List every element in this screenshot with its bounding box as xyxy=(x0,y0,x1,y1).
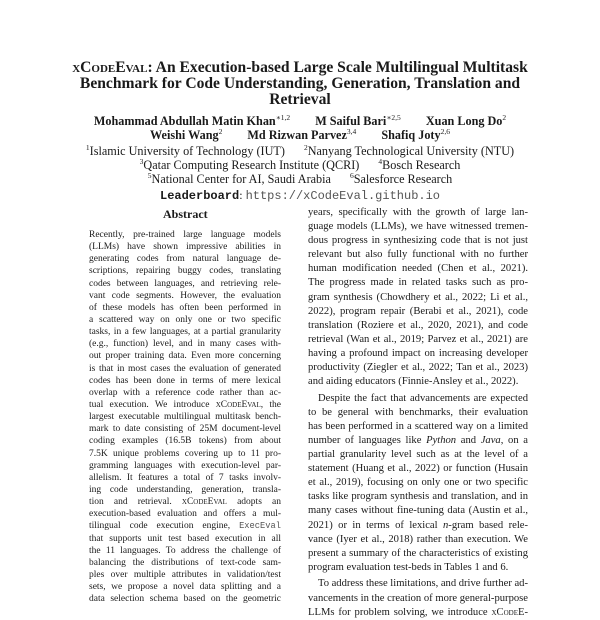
line-text: overlap with a reference code rather than ac- xyxy=(89,387,281,398)
line-text: sets, we propose a novel data splitting and a xyxy=(89,582,281,593)
benchmark-name: xCodeE- xyxy=(491,606,528,618)
affiliation: $^5$National Center for AI, Saudi Arabia xyxy=(147,171,331,186)
paragraph-line xyxy=(308,375,528,389)
paragraph-line xyxy=(308,206,528,220)
line-text: codes has been done in terms of mere lexical xyxy=(89,375,281,386)
line-text: vant code segments. However, the evaluation xyxy=(89,290,281,301)
line-text: dous progress in synthesizing code that is not just xyxy=(308,235,528,247)
line-text: balancing the distributions of text-code sam- xyxy=(89,557,281,568)
affiliation: $^6$Salesforce Research xyxy=(349,171,453,186)
abstract-line xyxy=(89,314,281,326)
author: Weishi Wang$^2$ xyxy=(150,127,223,142)
abstract-line xyxy=(89,338,281,350)
author-list xyxy=(0,114,600,142)
introduction-body xyxy=(308,206,528,620)
paragraph-line xyxy=(308,333,528,347)
paragraph-line xyxy=(308,347,528,361)
benchmark-name: xCodeEval xyxy=(215,399,261,410)
abstract-line xyxy=(89,484,281,496)
abstract-line xyxy=(89,508,281,520)
line-text: : An Execution-based Large Scale Multilingual Multitask xyxy=(147,59,528,76)
line-text: largest executable multilingual multitask bench- xyxy=(89,412,281,423)
abstract-line xyxy=(89,265,281,277)
line-text: partial granularity level such as at the level of a xyxy=(308,449,528,461)
line-text: To address these limitations, and drive further ad- xyxy=(318,578,528,590)
line-text: retrieval (Wan et al., 2019; Parvez et al., 2021) are xyxy=(308,333,528,345)
line-text: of these models has often been performed in xyxy=(89,302,281,313)
line-text: the 11 languages. To address the challenge of xyxy=(89,545,281,556)
title-line xyxy=(0,76,600,92)
line-text: mark to date consisting of 25M document-level xyxy=(89,424,281,435)
abstract-line xyxy=(89,387,281,399)
line-text: The progress made in related tasks such as pro- xyxy=(308,277,528,289)
abstract-line xyxy=(89,350,281,362)
paragraph-line xyxy=(308,533,528,547)
line-text: data selection schema based on the geometric xyxy=(89,594,281,605)
line-text: guage models (LLMs), we have witnessed tremen- xyxy=(308,221,528,233)
affiliation: $^2$Nanyang Technological University (NTU) xyxy=(303,143,515,158)
line-text: to be general with benchmarks, their evaluation xyxy=(308,406,528,418)
line-text: Benchmark for Code Understanding, Generation, Translation and xyxy=(79,75,521,92)
line-text: tion and retrieval. xyxy=(89,497,182,508)
line-text: relevant but also fully functional with no further xyxy=(308,249,528,261)
paragraph-line xyxy=(308,234,528,248)
line-text: Retrieval xyxy=(269,91,331,108)
abstract-line xyxy=(89,520,281,532)
abstract-line xyxy=(89,375,281,387)
abstract-line xyxy=(89,411,281,423)
line-text: codes between languages, and retrieving rele- xyxy=(89,278,281,289)
abstract-line xyxy=(89,399,281,411)
line-text: tasks, in a few languages, at a partial granularity xyxy=(89,327,281,338)
leaderboard-line: Leaderboard: https://xCodeEval.github.io xyxy=(160,188,440,203)
paragraph-line xyxy=(308,434,528,448)
abstract-line xyxy=(89,326,281,338)
benchmark-name: xCodeEval xyxy=(181,497,227,508)
paragraph-line xyxy=(308,462,528,476)
abstract-line xyxy=(89,545,281,557)
line-text: Despite the fact that advancements are expected xyxy=(318,392,528,404)
affiliation-list xyxy=(0,144,600,186)
author: Shafiq Joty$^{2,6}$ xyxy=(381,127,450,142)
abstract-line xyxy=(89,278,281,290)
paragraph-line xyxy=(308,420,528,434)
line-text: program evaluation test-beds in Tables 1 and 6. xyxy=(308,561,509,573)
line-text: is that in most cases the evaluation of generated xyxy=(89,363,281,374)
line-text: that supports unit test based execution in all xyxy=(89,533,281,544)
line-text: productivity (Ziegler et al., 2022; Tan et al., 2023) xyxy=(308,362,528,374)
paragraph-line xyxy=(308,248,528,262)
paragraph-line xyxy=(308,547,528,561)
line-text: many cases without fine-tuning data (Austin et al., xyxy=(308,505,528,517)
line-text: gram synthesis (Chowdhery et al., 2022; Li et al., xyxy=(308,291,528,303)
title-line xyxy=(0,92,600,108)
abstract-line xyxy=(89,241,281,253)
line-text: (LLMs) have shown impressive abilities in xyxy=(89,242,281,253)
paragraph-line xyxy=(308,406,528,420)
line-text: 7.5K unique problems covering up to 11 pro- xyxy=(89,448,281,459)
line-text: ing code understanding, generation, transla- xyxy=(89,484,281,495)
line-text: statement (Huang et al., 2022) or function (Husain xyxy=(308,463,528,475)
affiliation: $^4$Bosch Research xyxy=(378,157,461,172)
line-text: scriptions, repairing buggy codes, translating xyxy=(89,266,281,277)
line-text: and xyxy=(456,435,481,446)
line-text: has been performed in a scattered way on a limited xyxy=(308,420,528,432)
leaderboard-label: Leaderboard xyxy=(160,189,240,203)
abstract-line xyxy=(89,302,281,314)
abstract-body xyxy=(89,229,281,605)
line-text: Python xyxy=(426,435,457,446)
code-term: ExecEval xyxy=(239,521,281,532)
abstract-line xyxy=(89,253,281,265)
benchmark-name: xCodeEval xyxy=(72,59,148,76)
line-text: n xyxy=(443,519,449,531)
line-text: LLMs for problem solving, we introduce xyxy=(308,606,492,618)
line-text: ples over multiple attributes in validation/test xyxy=(89,569,281,580)
line-text: , on a xyxy=(500,435,529,446)
line-text: number of languages like xyxy=(308,435,427,446)
abstract-line xyxy=(89,229,281,241)
abstract-heading: Abstract xyxy=(163,207,208,221)
line-text: execution-based evaluation and offers a mul- xyxy=(89,509,281,520)
author: M Saiful Bari$^{∗2,5}$ xyxy=(315,113,401,128)
line-text: generating codes from natural language de- xyxy=(89,254,281,265)
abstract-line xyxy=(89,363,281,375)
abstract-line xyxy=(89,569,281,581)
paragraph-line xyxy=(308,504,528,518)
paragraph-line xyxy=(308,220,528,234)
line-text: tasks like program synthesis and translation, and in xyxy=(308,491,528,503)
line-text: gramming languages with execution-level par- xyxy=(89,460,281,471)
line-text: present a summary of the characteristics of existing xyxy=(308,547,528,559)
abstract-line xyxy=(89,472,281,484)
paragraph-line xyxy=(308,577,528,591)
abstract-line xyxy=(89,435,281,447)
line-text: (e.g., function) level, and in many cases with- xyxy=(89,339,281,350)
paragraph-line xyxy=(308,561,528,575)
affiliation: $^3$Qatar Computing Research Institute (QCRI) xyxy=(139,157,360,172)
paragraph-line xyxy=(308,476,528,490)
line-text: out proper training data. Even more concerning xyxy=(89,351,281,362)
paragraph-line xyxy=(308,291,528,305)
author: Md Rizwan Parvez$^{3,4}$ xyxy=(247,127,357,142)
paragraph-line xyxy=(308,519,528,533)
paragraph-line xyxy=(308,448,528,462)
affiliation: $^1$Islamic University of Technology (IUT) xyxy=(85,143,285,158)
line-text: 2022), program repair (Berabi et al., 2021), code xyxy=(308,305,528,317)
abstract-line xyxy=(89,581,281,593)
leaderboard-link[interactable]: https://xCodeEval.github.io xyxy=(245,189,440,203)
line-text: vancements in the creation of more general-purpose xyxy=(308,592,528,604)
author: Mohammad Abdullah Matin Khan$^{∗1,2}$ xyxy=(93,113,291,128)
paragraph-line xyxy=(308,361,528,375)
line-text: years, specifically with the growth of large lan- xyxy=(308,207,528,218)
line-text: coding examples (16.5B tokens) from about xyxy=(89,436,281,447)
paragraph-line xyxy=(308,262,528,276)
line-text: Recently, pre-trained large language models xyxy=(89,230,281,240)
title-line xyxy=(0,60,600,76)
abstract-line xyxy=(89,423,281,435)
line-text: a scattered way on only one or two specific xyxy=(89,314,281,325)
line-text: , the xyxy=(260,399,281,410)
line-text: Java xyxy=(480,435,501,446)
line-text: translation (Roziere et al., 2020, 2021), and code xyxy=(308,319,528,331)
paragraph-line xyxy=(308,606,528,620)
abstract-line xyxy=(89,496,281,508)
abstract-line xyxy=(89,533,281,545)
paragraph-line xyxy=(308,319,528,333)
abstract-line xyxy=(89,460,281,472)
line-text: -gram based rele- xyxy=(448,519,528,531)
abstract-line xyxy=(89,593,281,605)
line-text: adopts an xyxy=(226,497,281,508)
line-text: and aiding educators (Finnie-Ansley et al., 2022). xyxy=(308,376,519,388)
line-text: et al., 2019), focusing on only one or two specific xyxy=(308,477,528,489)
paragraph-line xyxy=(308,276,528,290)
line-text: tilingual code execution engine, xyxy=(89,521,240,532)
paragraph-line xyxy=(308,305,528,319)
abstract-line xyxy=(89,557,281,569)
line-text: vance (Iyer et al., 2018) rather than execution. We xyxy=(308,533,528,545)
abstract-line xyxy=(89,448,281,460)
line-text: 2021) or in terms of lexical xyxy=(308,519,443,531)
paragraph-line xyxy=(308,490,528,504)
abstract-line xyxy=(89,290,281,302)
line-text: having a profound impact on increasing developer xyxy=(308,347,528,359)
line-text: allelism. It features a total of 7 tasks involv- xyxy=(89,472,281,483)
paragraph-line xyxy=(308,392,528,406)
line-text: human modification needed (Chen et al., 2021). xyxy=(308,263,528,275)
paragraph-line xyxy=(308,592,528,606)
author: Xuan Long Do$^2$ xyxy=(425,113,507,128)
line-text: tual execution. We introduce xyxy=(89,399,216,410)
paper-title xyxy=(0,60,600,108)
